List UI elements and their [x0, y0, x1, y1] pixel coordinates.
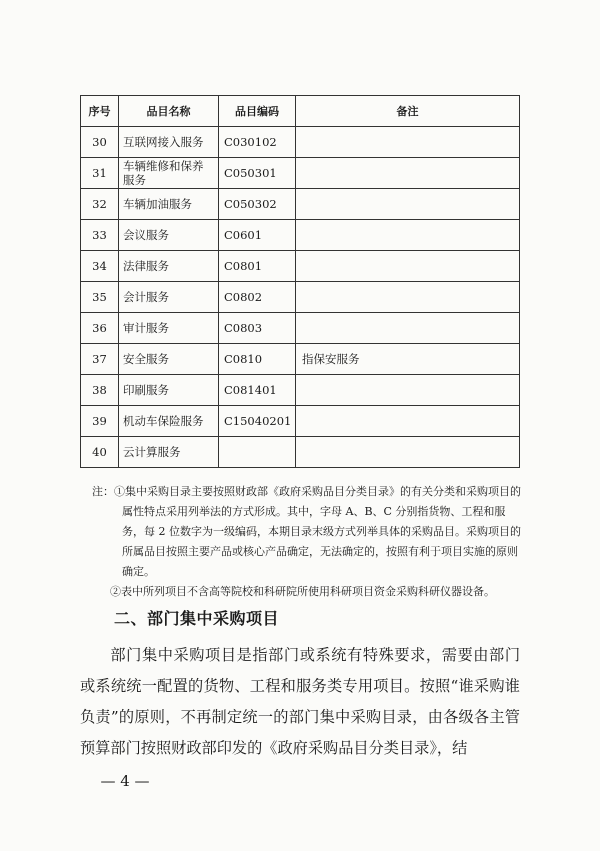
- row-code: C081401: [219, 375, 296, 406]
- row-no: 35: [81, 282, 119, 313]
- row-note: [296, 313, 520, 344]
- procurement-catalog-table: [80, 95, 520, 468]
- row-name: 印刷服务: [119, 375, 219, 406]
- row-name: 审计服务: [119, 313, 219, 344]
- row-note: [296, 251, 520, 282]
- row-no: 32: [81, 189, 119, 220]
- row-code: C0803: [219, 313, 296, 344]
- row-name: 车辆维修和保养服务: [119, 158, 219, 189]
- header-note: 备注: [296, 96, 520, 127]
- row-code: C0802: [219, 282, 296, 313]
- row-code: C030102: [219, 127, 296, 158]
- row-note: [296, 437, 520, 468]
- row-no: 39: [81, 406, 119, 437]
- table-row: [81, 127, 520, 158]
- row-note: [296, 375, 520, 406]
- row-note: [296, 127, 520, 158]
- header-name: 品目名称: [119, 96, 219, 127]
- row-code: C0801: [219, 251, 296, 282]
- table-row: [81, 406, 520, 437]
- header-code: 品目编码: [219, 96, 296, 127]
- table-row: [81, 158, 520, 189]
- row-no: 37: [81, 344, 119, 375]
- row-note: [296, 220, 520, 251]
- page-number: — 4 —: [100, 772, 150, 790]
- row-code: [219, 437, 296, 468]
- row-note: 指保安服务: [296, 344, 520, 375]
- section-title: 二、部门集中采购项目: [114, 609, 280, 628]
- section-body: [80, 640, 520, 764]
- row-code: C0810: [219, 344, 296, 375]
- table-row: [81, 189, 520, 220]
- row-no: 36: [81, 313, 119, 344]
- row-name: 车辆加油服务: [119, 189, 219, 220]
- row-name: 安全服务: [119, 344, 219, 375]
- row-code: C15040201: [219, 406, 296, 437]
- row-code: C050301: [219, 158, 296, 189]
- row-note: [296, 189, 520, 220]
- row-note: [296, 282, 520, 313]
- row-name: 会议服务: [119, 220, 219, 251]
- row-no: 34: [81, 251, 119, 282]
- table-row: [81, 251, 520, 282]
- header-no: 序号: [81, 96, 119, 127]
- table-row: [81, 375, 520, 406]
- body-paragraph: 部门集中采购项目是指部门或系统有特殊要求，需要由部门或系统统一配置的货物、工程和服务类专用项目。按照“谁采购谁负责”的原则，不再制定统一的部门集中采购目录，由各级各主管预算部门按照财政部印发的《政府采购品目分类目录》，结: [80, 646, 520, 757]
- row-note: [296, 158, 520, 189]
- table-row: [81, 344, 520, 375]
- row-name: 机动车保险服务: [119, 406, 219, 437]
- row-no: 38: [81, 375, 119, 406]
- row-no: 40: [81, 437, 119, 468]
- table-header-row: [81, 96, 520, 127]
- row-no: 31: [81, 158, 119, 189]
- table-row: [81, 282, 520, 313]
- row-name: 云计算服务: [119, 437, 219, 468]
- row-code: C050302: [219, 189, 296, 220]
- row-name: 法律服务: [119, 251, 219, 282]
- row-no: 30: [81, 127, 119, 158]
- table-row: [81, 437, 520, 468]
- table-row: [81, 313, 520, 344]
- note-2: ②表中所列项目不含高等院校和科研院所使用科研项目资金采购科研仪器设备。: [110, 585, 495, 598]
- row-note: [296, 406, 520, 437]
- row-no: 33: [81, 220, 119, 251]
- table-row: [81, 220, 520, 251]
- row-code: C0601: [219, 220, 296, 251]
- table-notes: [92, 482, 522, 602]
- row-name: 会计服务: [119, 282, 219, 313]
- note-1: 注：①集中采购目录主要按照财政部《政府采购品目分类目录》的有关分类和采购项目的属性特点采用列举法的方式形成。其中，字母 A、B、C 分别指货物、工程和服务，每 2 位数字为一级编码，本期目录末级方式列举具体的采购品目。采购项目的所属品目按照主要产品或核心产品确定，无法确定的，按照有利于项目实施的原则确定。: [92, 485, 521, 578]
- row-name: 互联网接入服务: [119, 127, 219, 158]
